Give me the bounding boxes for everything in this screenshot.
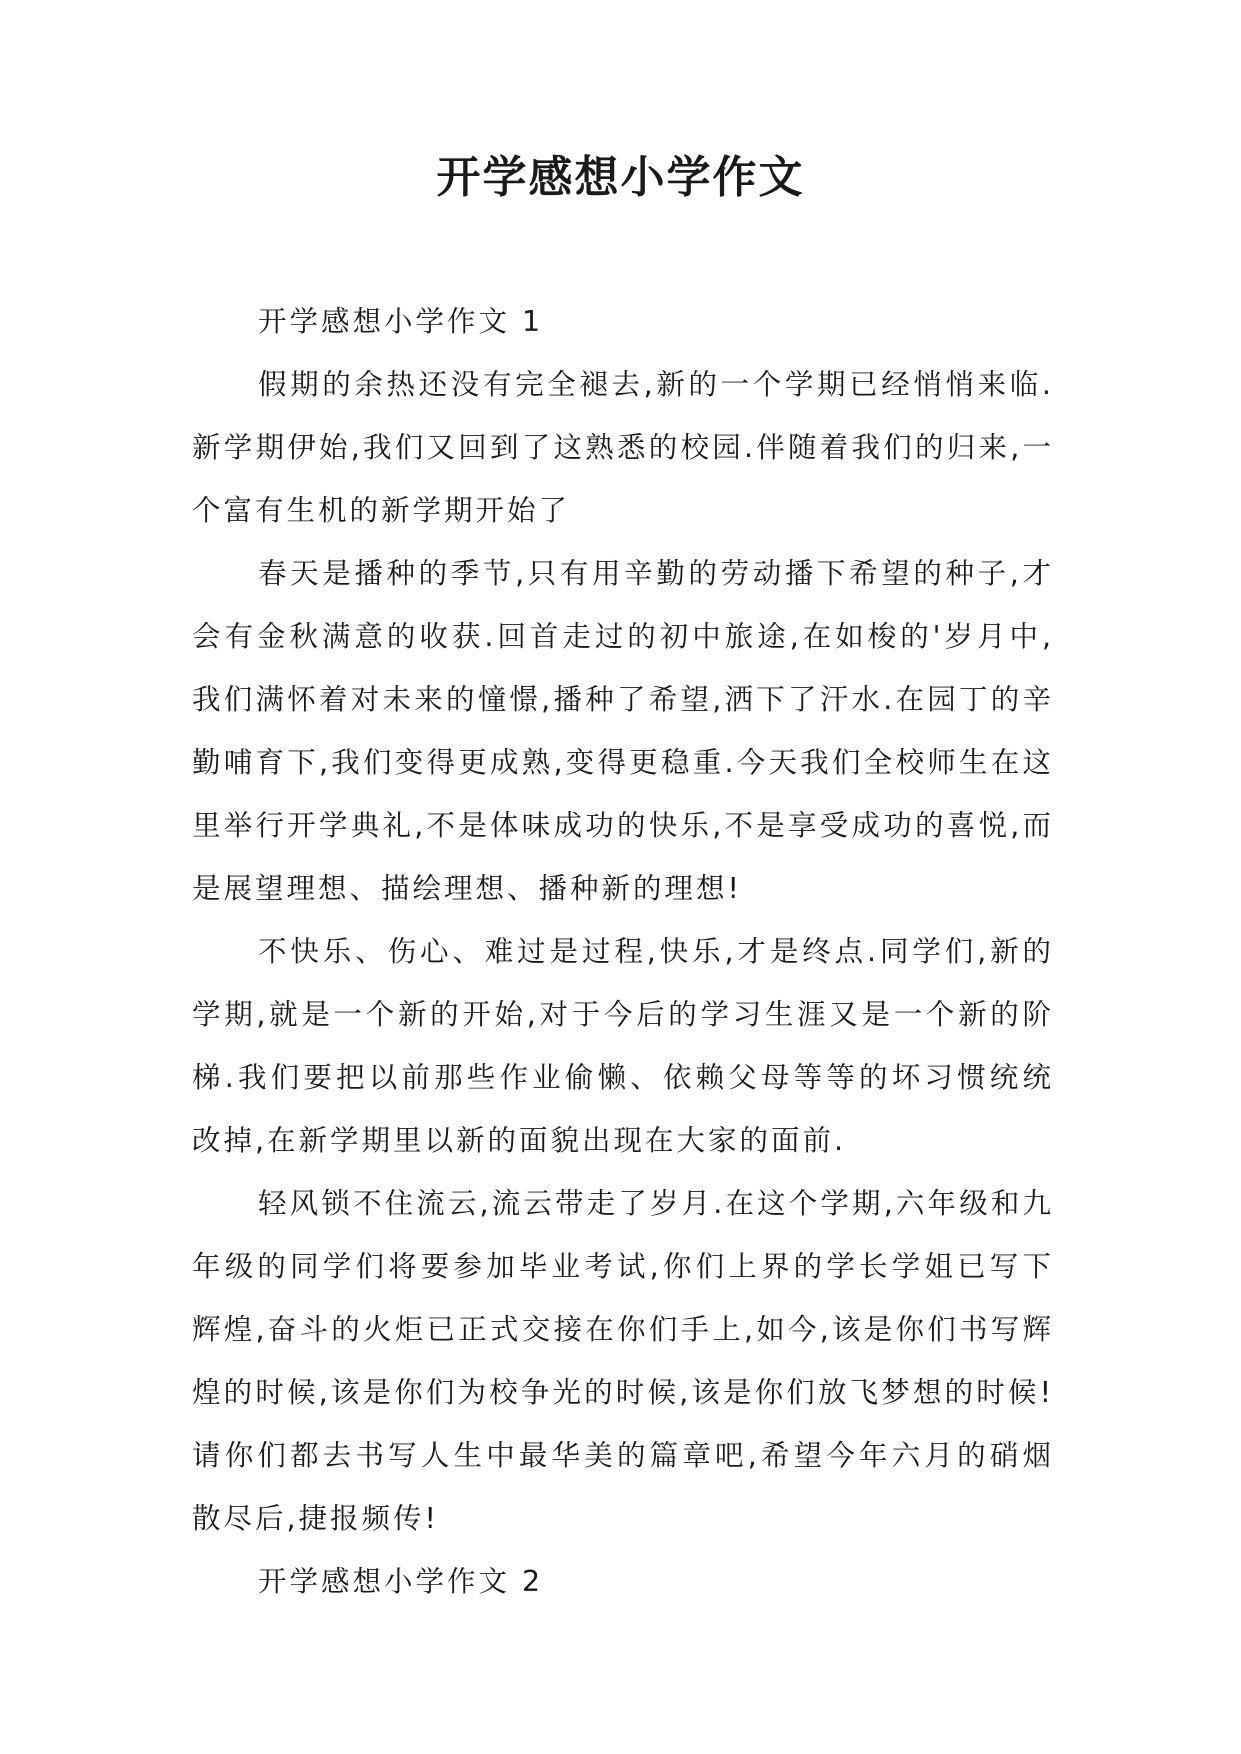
- paragraph: 不快乐、伤心、难过是过程,快乐,才是终点.同学们,新的学期,就是一个新的开始,对于今后的学习生涯又是一个新的阶梯.我们要把以前那些作业偷懒、依赖父母等等的坏习惯统统改掉,在新学期里以新的面貌出现在大家的面前.: [192, 935, 1054, 1157]
- paragraph: 轻风锁不住流云,流云带走了岁月.在这个学期,六年级和九年级的同学们将要参加毕业考试,你们上界的学长学姐已写下辉煌,奋斗的火炬已正式交接在你们手上,如今,该是你们书写辉煌的时候,该是你们为校争光的时候,该是你们放飞梦想的时候!请你们都去书写人生中最华美的篇章吧,希望今年六月的硝烟散尽后,捷报频传!: [192, 1187, 1054, 1535]
- document-body: [192, 290, 1054, 1613]
- paragraph: 春天是播种的季节,只有用辛勤的劳动播下希望的种子,才会有金秋满意的收获.回首走过的初中旅途,在如梭的'岁月中,我们满怀着对未来的憧憬,播种了希望,洒下了汗水.在园丁的辛勤哺育下,我们变得更成熟,变得更稳重.今天我们全校师生在这里举行开学典礼,不是体味成功的快乐,不是享受成功的喜悦,而是展望理想、描绘理想、播种新的理想!: [192, 557, 1054, 905]
- section-heading: 开学感想小学作文 1: [258, 305, 544, 338]
- document-title: 开学感想小学作文: [436, 152, 805, 203]
- paragraph: 假期的余热还没有完全褪去,新的一个学期已经悄悄来临.新学期伊始,我们又回到了这熟悉的校园.伴随着我们的归来,一个富有生机的新学期开始了: [192, 368, 1054, 527]
- section-heading: 开学感想小学作文 2: [258, 1565, 544, 1598]
